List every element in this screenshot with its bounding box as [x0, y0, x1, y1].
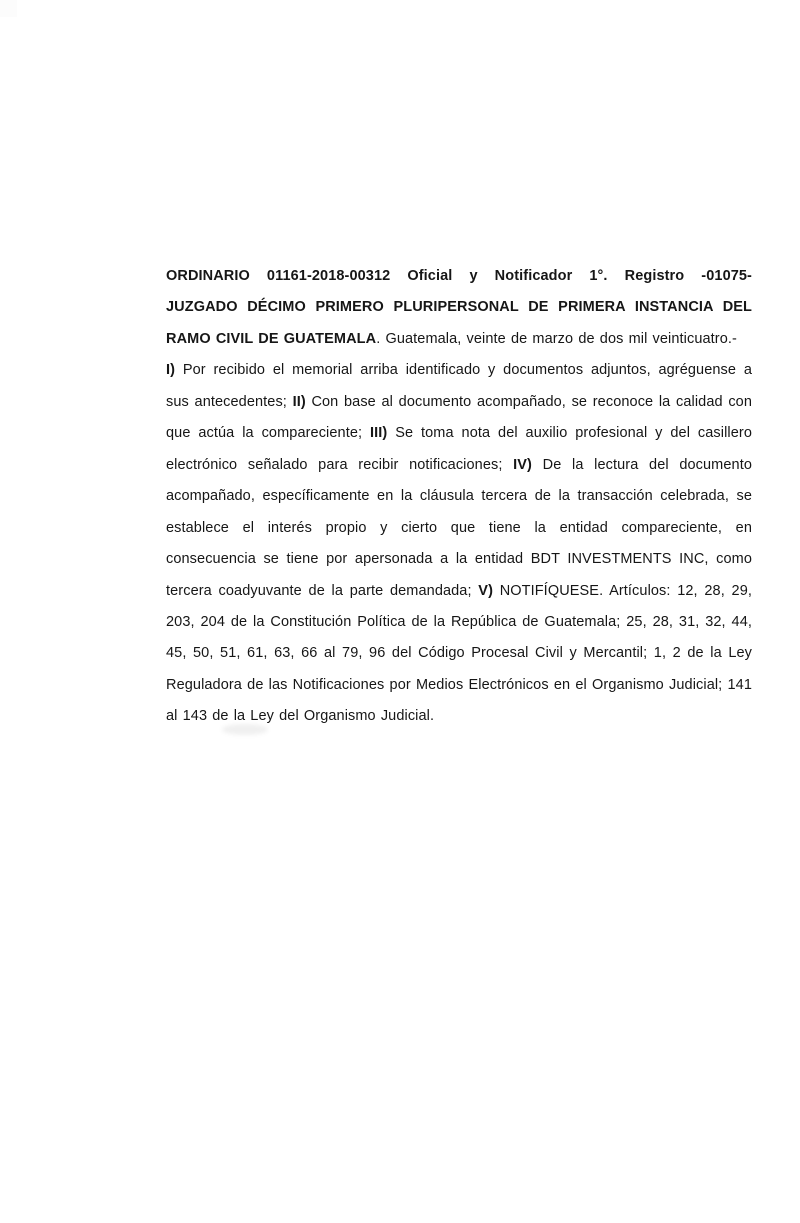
- text-line: [166, 481, 752, 512]
- text-segment: . Guatemala, veinte de marzo de dos mil veinticuatro.-: [376, 330, 737, 347]
- text-segment: electrónico señalado para recibir notificaciones;: [166, 456, 514, 473]
- text-segment: al 143 de la Ley del Organismo Judicial.: [166, 708, 435, 725]
- text-segment: sus antecedentes;: [166, 393, 293, 410]
- text-line: [166, 450, 752, 481]
- bold-text-segment: IV): [513, 456, 532, 473]
- text-line: [166, 387, 752, 418]
- text-segment: De la lectura del documento: [531, 456, 752, 473]
- text-line: [166, 607, 752, 638]
- bold-text-segment: V): [478, 582, 493, 599]
- bold-text-segment: JUZGADO DÉCIMO PRIMERO PLURIPERSONAL DE PRIMERA INSTANCIA DEL: [166, 299, 752, 316]
- text-segment: Se toma nota del auxilio profesional y del casillero: [387, 425, 752, 442]
- bold-text-segment: RAMO CIVIL DE GUATEMALA: [166, 330, 377, 347]
- text-line: [166, 324, 752, 355]
- text-segment: 203, 204 de la Constitución Política de la República de Guatemala; 25, 28, 31, 32, 44,: [166, 613, 752, 630]
- text-line: [166, 418, 752, 449]
- bold-text-segment: I): [166, 362, 176, 379]
- text-line: [166, 513, 752, 544]
- text-segment: acompañado, específicamente en la cláusula tercera de la transacción celebrada, se: [166, 488, 752, 505]
- text-segment: 45, 50, 51, 61, 63, 66 al 79, 96 del Código Procesal Civil y Mercantil; 1, 2 de la Ley: [166, 645, 752, 662]
- text-segment: establece el interés propio y cierto que tiene la entidad compareciente, en: [166, 519, 752, 536]
- text-line: [166, 638, 752, 669]
- bold-text-segment: II): [292, 393, 306, 410]
- text-line: [166, 292, 752, 323]
- scan-smudge-artifact: [222, 724, 268, 735]
- text-line: [166, 670, 752, 701]
- text-segment: tercera coadyuvante de la parte demandada;: [166, 582, 479, 599]
- text-segment: Reguladora de las Notificaciones por Medios Electrónicos en el Organismo Judicial; 141: [166, 676, 752, 693]
- text-line: [166, 261, 752, 292]
- text-line: [166, 355, 752, 386]
- scan-corner-artifact: [0, 0, 17, 17]
- text-segment: Con base al documento acompañado, se reconoce la calidad con: [305, 393, 752, 410]
- text-segment: consecuencia se tiene por apersonada a la entidad BDT INVESTMENTS INC, como: [166, 551, 752, 568]
- bold-text-segment: III): [370, 425, 388, 442]
- text-segment: NOTIFÍQUESE. Artículos: 12, 28, 29,: [493, 582, 752, 599]
- document-text: [166, 261, 752, 733]
- text-line: [166, 544, 752, 575]
- bold-text-segment: ORDINARIO 01161-2018-00312 Oficial y Notificador 1°. Registro -01075-: [166, 268, 752, 284]
- text-segment: que actúa la compareciente;: [166, 425, 370, 442]
- text-line: [166, 576, 752, 607]
- text-segment: Por recibido el memorial arriba identificado y documentos adjuntos, agréguense a: [175, 362, 752, 379]
